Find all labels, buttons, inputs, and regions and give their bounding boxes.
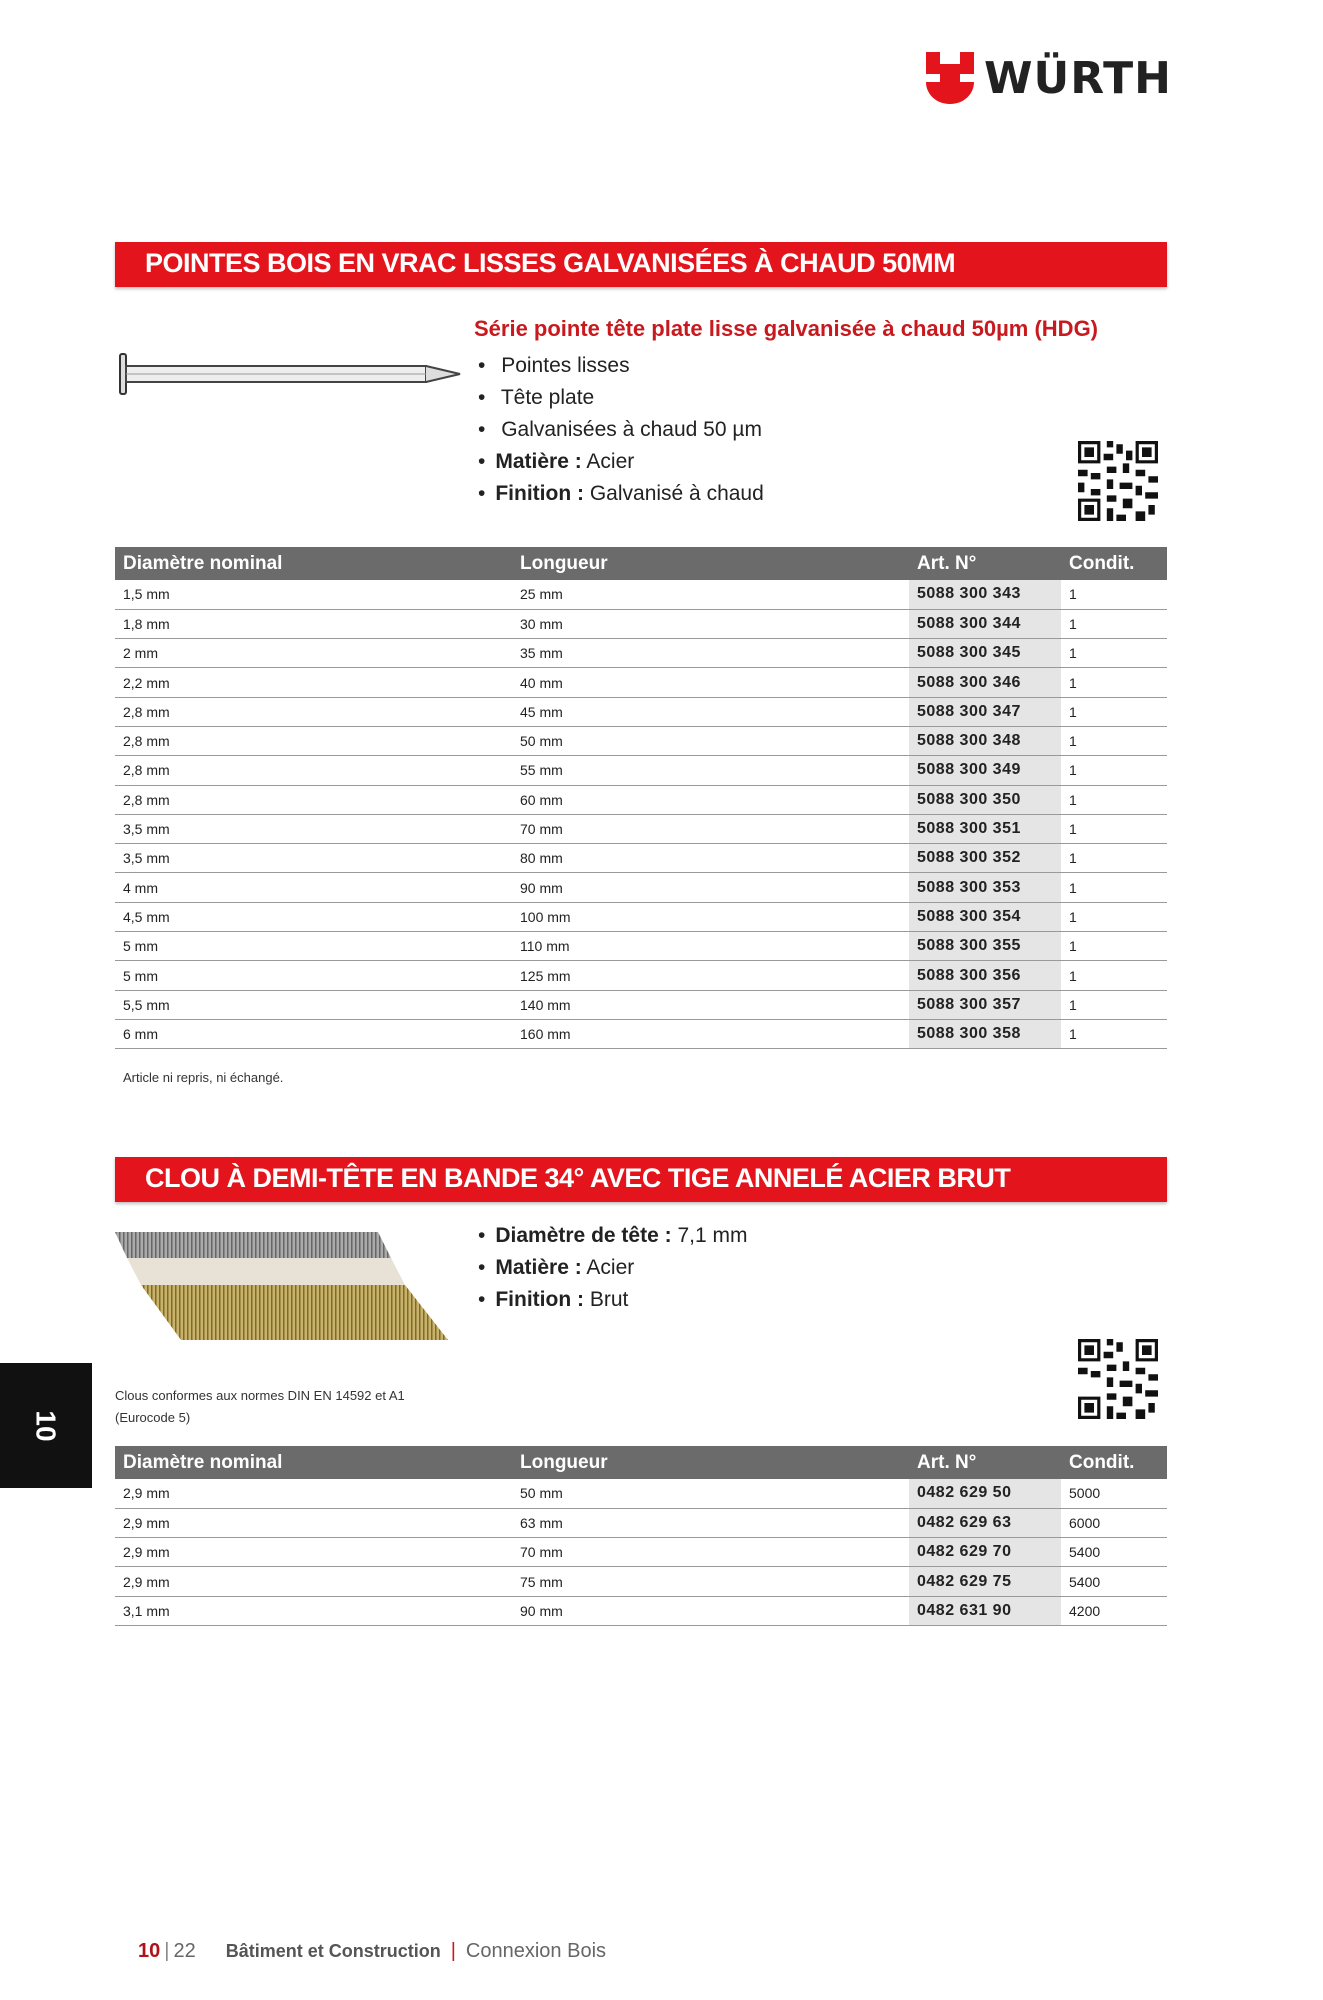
- packaging-cell: 1: [1061, 990, 1167, 1019]
- article-number-cell: 5088 300 358: [909, 1019, 1061, 1048]
- article-number-cell: 5088 300 356: [909, 961, 1061, 990]
- table-row: [115, 814, 1167, 843]
- column-header: Condit.: [1061, 547, 1167, 580]
- table-row: [115, 932, 1167, 961]
- packaging-cell: 6000: [1061, 1508, 1167, 1537]
- length-cell: 70 mm: [512, 1538, 909, 1567]
- diameter-cell: 1,5 mm: [115, 580, 512, 609]
- column-header: Art. N°: [909, 1446, 1061, 1479]
- table-row: [115, 961, 1167, 990]
- table-row: [115, 609, 1167, 638]
- qr-code-icon[interactable]: [1078, 441, 1158, 521]
- length-cell: 30 mm: [512, 609, 909, 638]
- length-cell: 35 mm: [512, 639, 909, 668]
- packaging-cell: 5400: [1061, 1567, 1167, 1596]
- article-number-cell: 0482 629 70: [909, 1538, 1061, 1567]
- chapter-number: 10: [31, 1409, 62, 1442]
- section1-features: [478, 350, 764, 510]
- article-number-cell: 0482 629 50: [909, 1479, 1061, 1508]
- article-number-cell: 5088 300 346: [909, 668, 1061, 697]
- packaging-cell: 1: [1061, 785, 1167, 814]
- packaging-cell: 1: [1061, 726, 1167, 755]
- wurth-logo-icon: [926, 52, 974, 104]
- diameter-cell: 2,9 mm: [115, 1508, 512, 1537]
- table-row: [115, 580, 1167, 609]
- section1-table: [115, 547, 1167, 1049]
- footer-category: Bâtiment et Construction: [225, 1941, 441, 1961]
- table-row: [115, 697, 1167, 726]
- packaging-cell: 5000: [1061, 1479, 1167, 1508]
- packaging-cell: 1: [1061, 756, 1167, 785]
- diameter-cell: 3,5 mm: [115, 844, 512, 873]
- table-row: [115, 639, 1167, 668]
- table-row: [115, 785, 1167, 814]
- length-cell: 70 mm: [512, 814, 909, 843]
- length-cell: 40 mm: [512, 668, 909, 697]
- diameter-cell: 3,5 mm: [115, 814, 512, 843]
- article-number-cell: 5088 300 343: [909, 580, 1061, 609]
- packaging-cell: 1: [1061, 609, 1167, 638]
- article-number-cell: 5088 300 351: [909, 814, 1061, 843]
- section1-title: POINTES BOIS EN VRAC LISSES GALVANISÉES À CHAUD 50MM: [115, 242, 1167, 287]
- diameter-cell: 2,8 mm: [115, 697, 512, 726]
- column-header: Condit.: [1061, 1446, 1167, 1479]
- diameter-cell: 2,8 mm: [115, 756, 512, 785]
- diameter-cell: 2,9 mm: [115, 1538, 512, 1567]
- length-cell: 50 mm: [512, 1479, 909, 1508]
- diameter-cell: 5,5 mm: [115, 990, 512, 1019]
- article-number-cell: 5088 300 345: [909, 639, 1061, 668]
- brand-name: WÜRTH: [984, 52, 1173, 104]
- table-row: [115, 756, 1167, 785]
- section2-features: [478, 1220, 747, 1316]
- qr-code-icon[interactable]: [1078, 1339, 1158, 1419]
- collated-nails-image: [115, 1230, 450, 1342]
- diameter-cell: 1,8 mm: [115, 609, 512, 638]
- article-number-cell: 5088 300 355: [909, 932, 1061, 961]
- article-number-cell: 5088 300 354: [909, 902, 1061, 931]
- diameter-cell: 2,8 mm: [115, 785, 512, 814]
- length-cell: 110 mm: [512, 932, 909, 961]
- article-number-cell: 5088 300 357: [909, 990, 1061, 1019]
- article-number-cell: 5088 300 352: [909, 844, 1061, 873]
- section2-note: [115, 1385, 405, 1429]
- table-row: [115, 1567, 1167, 1596]
- length-cell: 100 mm: [512, 902, 909, 931]
- article-number-cell: 5088 300 348: [909, 726, 1061, 755]
- length-cell: 55 mm: [512, 756, 909, 785]
- table-row: [115, 902, 1167, 931]
- feature-item: • Tête plate: [478, 382, 764, 414]
- diameter-cell: 2,9 mm: [115, 1567, 512, 1596]
- packaging-cell: 1: [1061, 902, 1167, 931]
- table-row: [115, 1538, 1167, 1567]
- packaging-cell: 1: [1061, 814, 1167, 843]
- column-header: Diamètre nominal: [115, 547, 512, 580]
- page-number: 10: [138, 1940, 161, 1962]
- column-header: Longueur: [512, 1446, 909, 1479]
- diameter-cell: 2,8 mm: [115, 726, 512, 755]
- diameter-cell: 5 mm: [115, 932, 512, 961]
- diameter-cell: 2,2 mm: [115, 668, 512, 697]
- packaging-cell: 1: [1061, 1019, 1167, 1048]
- table-row: [115, 1019, 1167, 1048]
- diameter-cell: 4,5 mm: [115, 902, 512, 931]
- packaging-cell: 1: [1061, 639, 1167, 668]
- length-cell: 80 mm: [512, 844, 909, 873]
- feature-item: • Galvanisées à chaud 50 µm: [478, 414, 764, 446]
- table-row: [115, 1596, 1167, 1625]
- feature-item: • Finition : Galvanisé à chaud: [478, 478, 764, 510]
- table-row: [115, 990, 1167, 1019]
- article-number-cell: 5088 300 353: [909, 873, 1061, 902]
- footer-subcategory: Connexion Bois: [465, 1940, 607, 1962]
- table-row: [115, 844, 1167, 873]
- feature-item: • Matière : Acier: [478, 446, 764, 478]
- diameter-cell: 5 mm: [115, 961, 512, 990]
- wurth-logo: [926, 52, 1172, 104]
- length-cell: 90 mm: [512, 873, 909, 902]
- feature-item: • Matière : Acier: [478, 1252, 747, 1284]
- packaging-cell: 1: [1061, 668, 1167, 697]
- table-row: [115, 873, 1167, 902]
- page-total: 22: [173, 1940, 196, 1962]
- section1-subtitle: Série pointe tête plate lisse galvanisée à chaud 50µm (HDG): [474, 316, 1099, 341]
- column-header: Longueur: [512, 547, 909, 580]
- packaging-cell: 1: [1061, 961, 1167, 990]
- norm-note: Clous conformes aux normes DIN EN 14592 et A1: [115, 1388, 405, 1403]
- length-cell: 45 mm: [512, 697, 909, 726]
- chapter-tab[interactable]: [0, 1363, 92, 1488]
- length-cell: 125 mm: [512, 961, 909, 990]
- packaging-cell: 1: [1061, 697, 1167, 726]
- feature-item: • Finition : Brut: [478, 1284, 747, 1316]
- section2-title: CLOU À DEMI-TÊTE EN BANDE 34° AVEC TIGE ANNELÉ ACIER BRUT: [115, 1157, 1167, 1202]
- section2-table: [115, 1446, 1167, 1626]
- length-cell: 63 mm: [512, 1508, 909, 1537]
- table-row: [115, 1479, 1167, 1508]
- diameter-cell: 2 mm: [115, 639, 512, 668]
- packaging-cell: 1: [1061, 580, 1167, 609]
- article-number-cell: 5088 300 349: [909, 756, 1061, 785]
- article-number-cell: 5088 300 350: [909, 785, 1061, 814]
- column-header: Art. N°: [909, 547, 1061, 580]
- diameter-cell: 4 mm: [115, 873, 512, 902]
- article-number-cell: 0482 629 75: [909, 1567, 1061, 1596]
- nail-image: [118, 352, 463, 397]
- length-cell: 140 mm: [512, 990, 909, 1019]
- diameter-cell: 2,9 mm: [115, 1479, 512, 1508]
- length-cell: 75 mm: [512, 1567, 909, 1596]
- footer: 10 | 22 Bâtiment et Construction | Connexion Bois: [138, 1940, 607, 1962]
- eurocode-note: (Eurocode 5): [115, 1410, 191, 1425]
- length-cell: 25 mm: [512, 580, 909, 609]
- article-number-cell: 0482 629 63: [909, 1508, 1061, 1537]
- article-number-cell: 0482 631 90: [909, 1596, 1061, 1625]
- table-row: [115, 1508, 1167, 1537]
- feature-item: • Pointes lisses: [478, 350, 764, 382]
- article-number-cell: 5088 300 344: [909, 609, 1061, 638]
- packaging-cell: 1: [1061, 932, 1167, 961]
- length-cell: 90 mm: [512, 1596, 909, 1625]
- feature-item: • Diamètre de tête : 7,1 mm: [478, 1220, 747, 1252]
- packaging-cell: 4200: [1061, 1596, 1167, 1625]
- length-cell: 60 mm: [512, 785, 909, 814]
- packaging-cell: 1: [1061, 873, 1167, 902]
- diameter-cell: 6 mm: [115, 1019, 512, 1048]
- column-header: Diamètre nominal: [115, 1446, 512, 1479]
- length-cell: 160 mm: [512, 1019, 909, 1048]
- section1-note: Article ni repris, ni échangé.: [123, 1070, 284, 1085]
- article-number-cell: 5088 300 347: [909, 697, 1061, 726]
- packaging-cell: 5400: [1061, 1538, 1167, 1567]
- length-cell: 50 mm: [512, 726, 909, 755]
- diameter-cell: 3,1 mm: [115, 1596, 512, 1625]
- packaging-cell: 1: [1061, 844, 1167, 873]
- table-row: [115, 726, 1167, 755]
- table-row: [115, 668, 1167, 697]
